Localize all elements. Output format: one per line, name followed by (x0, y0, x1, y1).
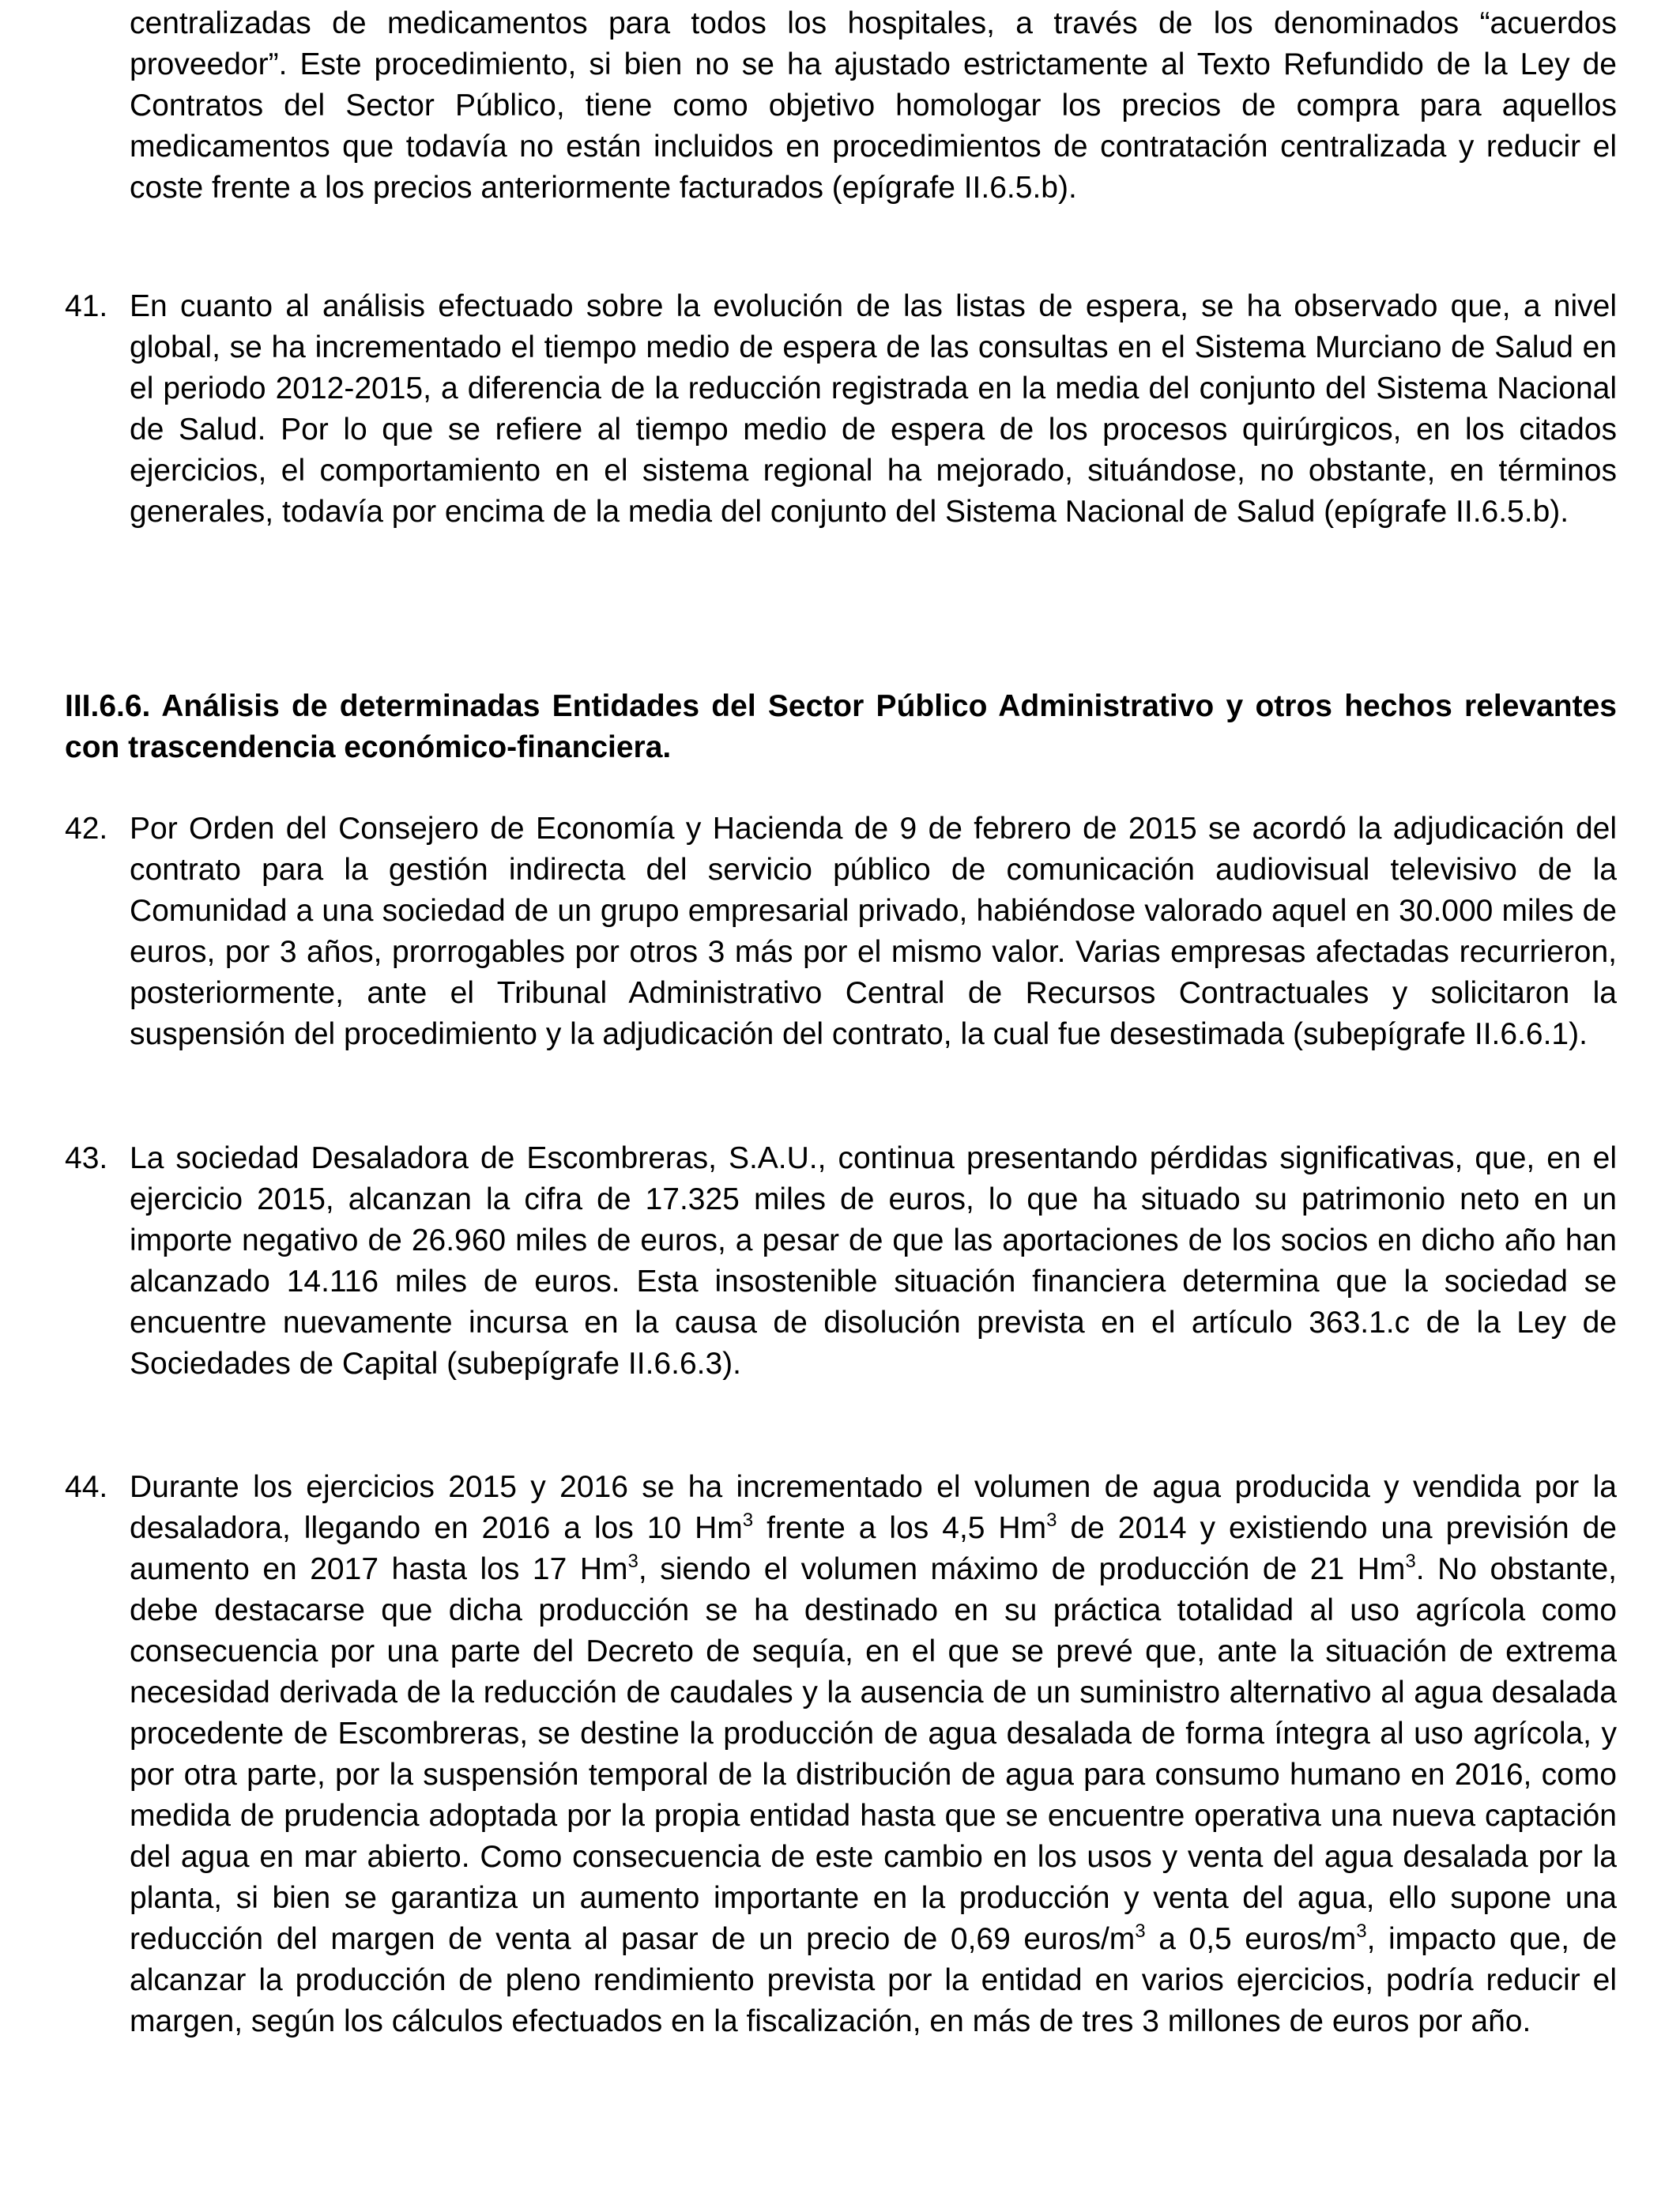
paragraph-number: 44. (65, 1470, 108, 1504)
paragraph-text (130, 1467, 1617, 2042)
superscript: 3 (1356, 1921, 1367, 1942)
superscript: 3 (1046, 1510, 1057, 1531)
superscript: 3 (1405, 1551, 1416, 1572)
text-run: , siendo el volumen máximo de producción de 21 Hm (638, 1552, 1406, 1586)
paragraph-text: La sociedad Desaladora de Escombreras, S.A.U., continua presentando pérdidas significativas, que, en el ejercicio 2015, alcanzan la cifra de 17.325 miles de euros, lo que ha situado su patrimonio neto en un importe negativo de 26.960 miles de euros, a pesar de que las aportaciones de los socios en dicho año han alcanzado 14.116 miles de euros. Esta insostenible situación financiera determina que la sociedad se encuentre nuevamente incursa en la causa de disolución prevista en el artículo 363.1.c de la Ley de Sociedades de Capital (subepígrafe II.6.6.3). (130, 1141, 1617, 1381)
paragraph-text: En cuanto al análisis efectuado sobre la evolución de las listas de espera, se ha observado que, a nivel global, se ha incrementado el tiempo medio de espera de las consultas en el Sistema Murciano de Salud en el periodo 2012-2015, a diferencia de la reducción registrada en la media del conjunto del Sistema Nacional de Salud. Por lo que se refiere al tiempo medio de espera de los procesos quirúrgicos, en los citados ejercicios, el comportamiento en el sistema regional ha mejorado, situándose, no obstante, en términos generales, todavía por encima de la media del conjunto del Sistema Nacional de Salud (epígrafe II.6.5.b). (130, 289, 1617, 529)
superscript: 3 (1135, 1921, 1146, 1942)
text-run: , impacto que, de alcanzar la producción de pleno rendimiento prevista por la entidad en varios ejercicios, podría reducir el margen, según los cálculos efectuados en la fiscalización, en más de tres 3 millones de euros por año. (130, 1922, 1618, 2038)
paragraph-number: 41. (65, 289, 108, 323)
text-run: Durante los ejercicios 2015 y 2016 se ha incrementado el volumen de agua producida y vendida por la desaladora, llegando en 2016 a los 10 Hm (130, 1470, 1617, 1545)
paragraph-number: 43. (65, 1141, 108, 1175)
text-run: a 0,5 euros/m (1145, 1922, 1357, 1956)
intro-paragraph: centralizadas de medicamentos para todos los hospitales, a través de los denominados “acuerdos proveedor”. Este procedimiento, si bien no se ha ajustado estrictamente al Texto Refundido de la Ley de Contratos del Sector Público, tiene como objetivo homologar los precios de compra para aquellos medicamentos que todavía no están incluidos en procedimientos de contratación centralizada y reducir el coste frente a los precios anteriormente facturados (epígrafe II.6.5.b). (130, 6, 1617, 205)
section-heading: III.6.6. Análisis de determinadas Entidades del Sector Público Administrativo y otros hechos relevantes con trascendencia económico-financiera. (65, 689, 1617, 764)
text-run: de 2014 y existiendo una previsión de aumento en 2017 hasta los 17 Hm (130, 1511, 1617, 1586)
paragraph-text: Por Orden del Consejero de Economía y Hacienda de 9 de febrero de 2015 se acordó la adjudicación del contrato para la gestión indirecta del servicio público de comunicación audiovisual televisivo de la Comunidad a una sociedad de un grupo empresarial privado, habiéndose valorado aquel en 30.000 miles de euros, por 3 años, prorrogables por otros 3 más por el mismo valor. Varias empresas afectadas recurrieron, posteriormente, ante el Tribunal Administrativo Central de Recursos Contractuales y solicitaron la suspensión del procedimiento y la adjudicación del contrato, la cual fue desestimada (subepígrafe II.6.6.1). (130, 812, 1617, 1051)
text-run: . No obstante, debe destacarse que dicha producción se ha destinado en su práctica totalidad al uso agrícola como consecuencia por una parte del Decreto de sequía, en el que se prevé que, ante la situación de extrema necesidad derivada de la reducción de caudales y la ausencia de un suministro alternativo al agua desalada procedente de Escombreras, se destine la producción de agua desalada de forma íntegra al uso agrícola, y por otra parte, por la suspensión temporal de la distribución de agua para consumo humano en 2016, como medida de prudencia adoptada por la propia entidad hasta que se encuentre operativa una nueva captación del agua en mar abierto. Como consecuencia de este cambio en los usos y venta del agua desalada por la planta, si bien se garantiza un aumento importante en la producción y venta del agua, ello supone una reducción del margen de venta al pasar de un precio de 0,69 euros/m (130, 1552, 1617, 1956)
text-run: frente a los 4,5 Hm (753, 1511, 1047, 1545)
paragraph-number: 42. (65, 812, 108, 846)
superscript: 3 (742, 1510, 754, 1531)
superscript: 3 (627, 1551, 638, 1572)
